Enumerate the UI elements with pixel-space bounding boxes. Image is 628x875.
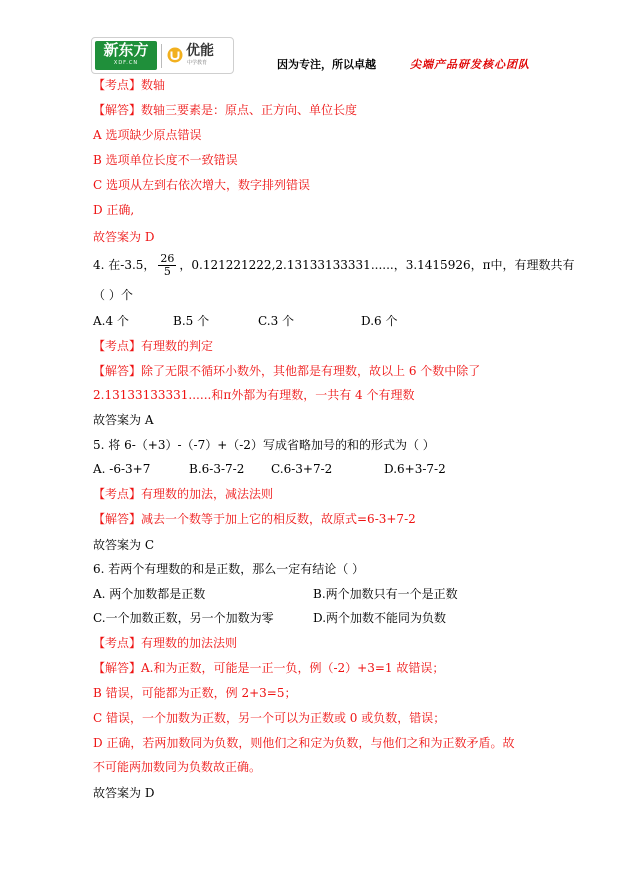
q6-point: 【考点】有理数的加法法则 (93, 636, 238, 650)
q6-option-b: B.两个加数只有一个是正数 (313, 587, 458, 601)
q6-answer-a: 【解答】A.和为正数，可能是一正一负，例（-2）+3=1 故错误； (93, 661, 445, 675)
q6-stem: 6. 若两个有理数的和是正数，那么一定有结论（ ） (93, 562, 365, 576)
q5-final-answer: 故答案为 C (93, 538, 154, 552)
q5-option-d: D.6+3-7-2 (384, 462, 446, 476)
q5-stem: 5. 将 6-（+3）-（-7）+（-2）写成省略加号的和的形式为（ ） (93, 438, 435, 452)
q4-answer-line1: 【解答】除了无限不循环小数外，其他都是有理数，故以上 6 个数中除了 (93, 364, 481, 378)
q4-stem-line2: （ ）个 (93, 288, 133, 302)
q4-option-a: A.4 个 (93, 314, 129, 328)
xdf-logo-subtext: XDF.CN (113, 60, 139, 66)
q4-answer-line2: 2.13133133331......和π外都为有理数，一共有 4 个有理数 (93, 388, 415, 402)
q3-answer-d: D 正确, (93, 203, 135, 217)
q5-point: 【考点】有理数的加法，减法法则 (93, 487, 274, 501)
q6-final-answer: 故答案为 D (93, 786, 155, 800)
q6-answer-d-line1: D 正确，若两加数同为负数，则他们之和定为负数，与他们之和为正数矛盾。故 (93, 736, 515, 750)
q6-option-c: C.一个加数正数，另一个加数为零 (93, 611, 274, 625)
q3-answer-c: C 选项从左到右依次增大，数字排列错误 (93, 178, 310, 192)
youneng-logo-icon (167, 47, 183, 63)
youneng-logo-text: 优能 (186, 43, 214, 59)
q4-stem (93, 251, 574, 279)
q5-option-c: C.6-3+7-2 (271, 462, 333, 476)
q4-option-c: C.3 个 (258, 314, 295, 328)
q4-fraction-numerator: 26 (160, 252, 175, 265)
header-slogan: 因为专注，所以卓越 (277, 58, 376, 71)
q6-option-d: D.两个加数不能同为负数 (313, 611, 447, 625)
q3-answer-intro: 【解答】数轴三要素是：原点、正方向、单位长度 (93, 103, 358, 117)
q4-stem-pre: 4. 在-3.5， (93, 258, 156, 272)
logo-divider (161, 44, 162, 68)
brand-logo (91, 37, 234, 74)
q3-final-answer: 故答案为 D (93, 230, 155, 244)
q4-stem-post: ，0.121221222,2.13133133331......，3.1415926，π中，有理数共有 (179, 258, 575, 272)
q6-answer-c: C 错误，一个加数为正数，另一个可以为正数或 0 或负数，错误； (93, 711, 446, 725)
q4-point: 【考点】有理数的判定 (93, 339, 214, 353)
q4-option-d: D.6 个 (361, 314, 398, 328)
header-team-title: 尖端产品研发核心团队 (410, 58, 530, 71)
q3-answer-b: B 选项单位长度不一致错误 (93, 153, 238, 167)
q6-answer-d-line2: 不可能两加数同为负数故正确。 (93, 760, 262, 774)
youneng-logo-subtext: 中学教育 (187, 60, 208, 66)
q6-answer-b: B 错误，可能都为正数，例 2+3=5； (93, 686, 297, 700)
q4-option-b: B.5 个 (173, 314, 210, 328)
q3-answer-a: A 选项缺少原点错误 (93, 128, 202, 142)
q6-option-a: A. 两个加数都是正数 (93, 587, 206, 601)
q3-point: 【考点】数轴 (93, 78, 166, 92)
xdf-logo-text: 新东方 (103, 41, 149, 59)
q5-answer: 【解答】减去一个数等于加上它的相反数，故原式=6-3+7-2 (93, 512, 416, 526)
xdf-logo (95, 41, 157, 70)
q4-final-answer: 故答案为 A (93, 413, 154, 427)
q5-option-b: B.6-3-7-2 (189, 462, 245, 476)
q5-option-a: A. -6-3+7 (93, 462, 151, 476)
q4-fraction (158, 253, 176, 278)
q4-fraction-denominator: 5 (163, 265, 171, 278)
